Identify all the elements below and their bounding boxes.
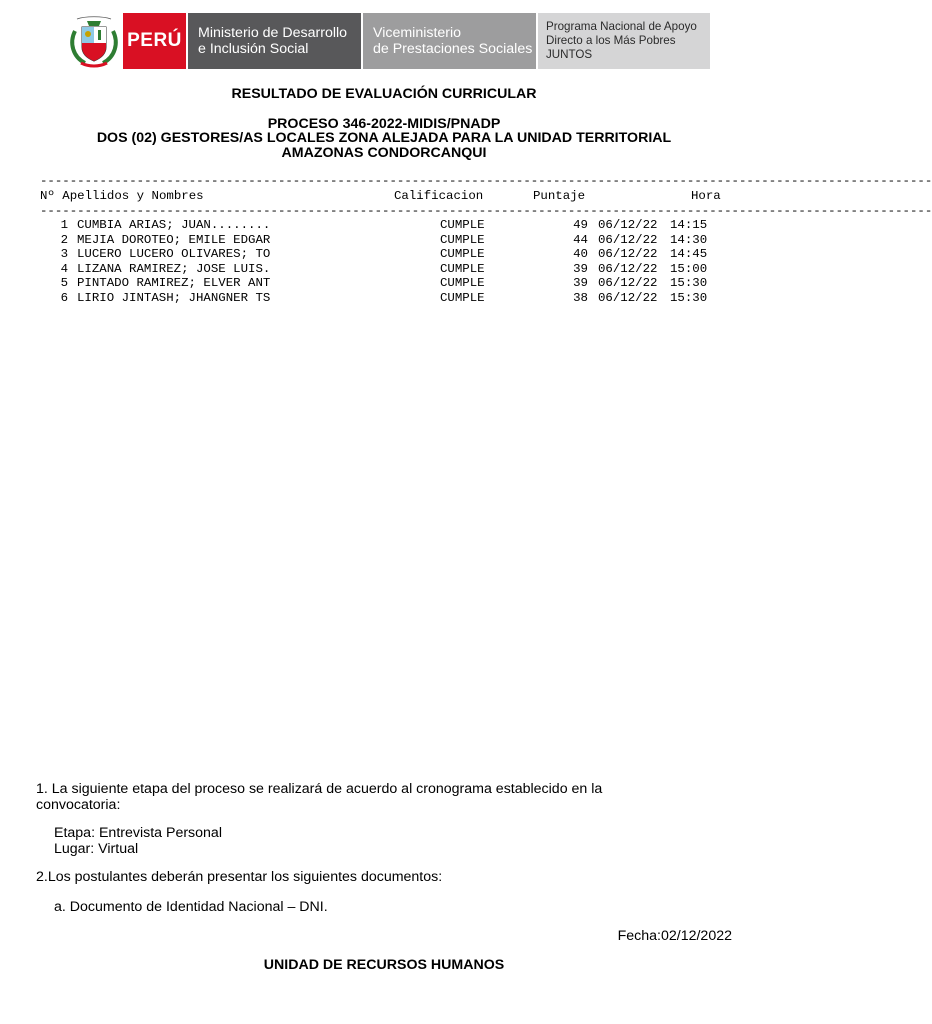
program-label: Programa Nacional de Apoyo Directo a los Más Pobres JUNTOS [538, 13, 710, 69]
row-calificacion: CUMPLE [440, 291, 485, 305]
table-row [40, 262, 730, 277]
process-code: PROCESO 346-2022-MIDIS/PNADP [267, 116, 501, 132]
subtitle-line-1: DOS (02) GESTORES/AS LOCALES ZONA ALEJADA PARA LA UNIDAD TERRITORIAL [96, 130, 672, 146]
row-calificacion: CUMPLE [440, 247, 485, 262]
table-header [40, 189, 730, 204]
row-number: 4 [60, 261, 68, 276]
subtitle-line-2: AMAZONAS CONDORCANQUI [281, 145, 487, 161]
row-calificacion: CUMPLE [440, 232, 485, 247]
row-calificacion: CUMPLE [440, 261, 485, 276]
table-row [40, 276, 730, 291]
row-number: 3 [60, 247, 68, 262]
row-hora: 15:00 [670, 261, 708, 276]
signature-unit: UNIDAD DE RECURSOS HUMANOS [263, 957, 505, 973]
row-puntaje: 38 [573, 291, 588, 305]
row-hora: 14:45 [670, 247, 708, 262]
header-num-name: Nº Apellidos y Nombres [40, 189, 204, 203]
table-row [40, 247, 730, 262]
row-puntaje: 39 [573, 276, 588, 291]
row-fecha: 06/12/22 [598, 247, 658, 262]
row-name: LIRIO JINTASH; JHANGNER TS [77, 291, 271, 305]
note-2: 2.Los postulantes deberán presentar los siguientes documentos: [36, 869, 443, 885]
row-number: 5 [60, 276, 68, 291]
row-name: PINTADO RAMIREZ; ELVER ANT [77, 276, 271, 291]
row-fecha: 06/12/22 [598, 276, 658, 291]
next-stage-info [54, 825, 222, 857]
row-hora: 14:15 [670, 218, 708, 232]
row-fecha: 06/12/22 [598, 232, 658, 247]
row-name: LIZANA RAMIREZ; JOSE LUIS. [77, 261, 271, 276]
row-puntaje: 44 [573, 232, 588, 247]
document-title: RESULTADO DE EVALUACIÓN CURRICULAR [231, 86, 537, 102]
table-separator-top: ------------------------------------------------------------------------------------------------------------------------ [40, 174, 932, 188]
row-hora: 15:30 [670, 276, 708, 291]
row-fecha: 06/12/22 [598, 218, 658, 232]
viceministry-label: Viceministerio de Prestaciones Sociales [363, 13, 536, 69]
row-calificacion: CUMPLE [440, 218, 485, 232]
row-name: CUMBIA ARIAS; JUAN........ [77, 218, 271, 232]
table-row [40, 291, 730, 306]
row-puntaje: 39 [573, 261, 588, 276]
lugar-text: Lugar: Virtual [54, 841, 139, 857]
row-name: LUCERO LUCERO OLIVARES; TO [77, 247, 271, 262]
header-banner [65, 13, 710, 69]
note-1: 1. La siguiente etapa del proceso se realizará de acuerdo al cronograma establecido en la convocatoria: [36, 781, 603, 813]
row-fecha: 06/12/22 [598, 261, 658, 276]
header-puntaje: Puntaje [533, 189, 586, 203]
table-row [40, 233, 730, 248]
ministry-label: Ministerio de Desarrollo e Inclusión Social [188, 13, 361, 69]
row-puntaje: 49 [573, 218, 588, 232]
document-requirement: a. Documento de Identidad Nacional – DNI. [54, 899, 328, 915]
table-row [40, 218, 730, 233]
peru-logo: PERÚ [123, 13, 186, 69]
row-hora: 14:30 [670, 232, 708, 247]
row-number: 6 [60, 291, 68, 305]
row-calificacion: CUMPLE [440, 276, 485, 291]
header-hora: Hora [691, 189, 721, 203]
table-separator-bottom: ------------------------------------------------------------------------------------------------------------------------ [40, 204, 932, 218]
etapa-text: Etapa: Entrevista Personal [54, 825, 222, 841]
header-calificacion: Calificacion [394, 189, 484, 203]
row-number: 2 [60, 232, 68, 247]
peru-coat-of-arms-icon [65, 13, 123, 69]
date-text: Fecha:02/12/2022 [617, 928, 732, 944]
row-hora: 15:30 [670, 291, 708, 305]
row-name: MEJIA DOROTEO; EMILE EDGAR [77, 232, 271, 247]
row-fecha: 06/12/22 [598, 291, 658, 305]
row-puntaje: 40 [573, 247, 588, 262]
row-number: 1 [60, 218, 68, 232]
